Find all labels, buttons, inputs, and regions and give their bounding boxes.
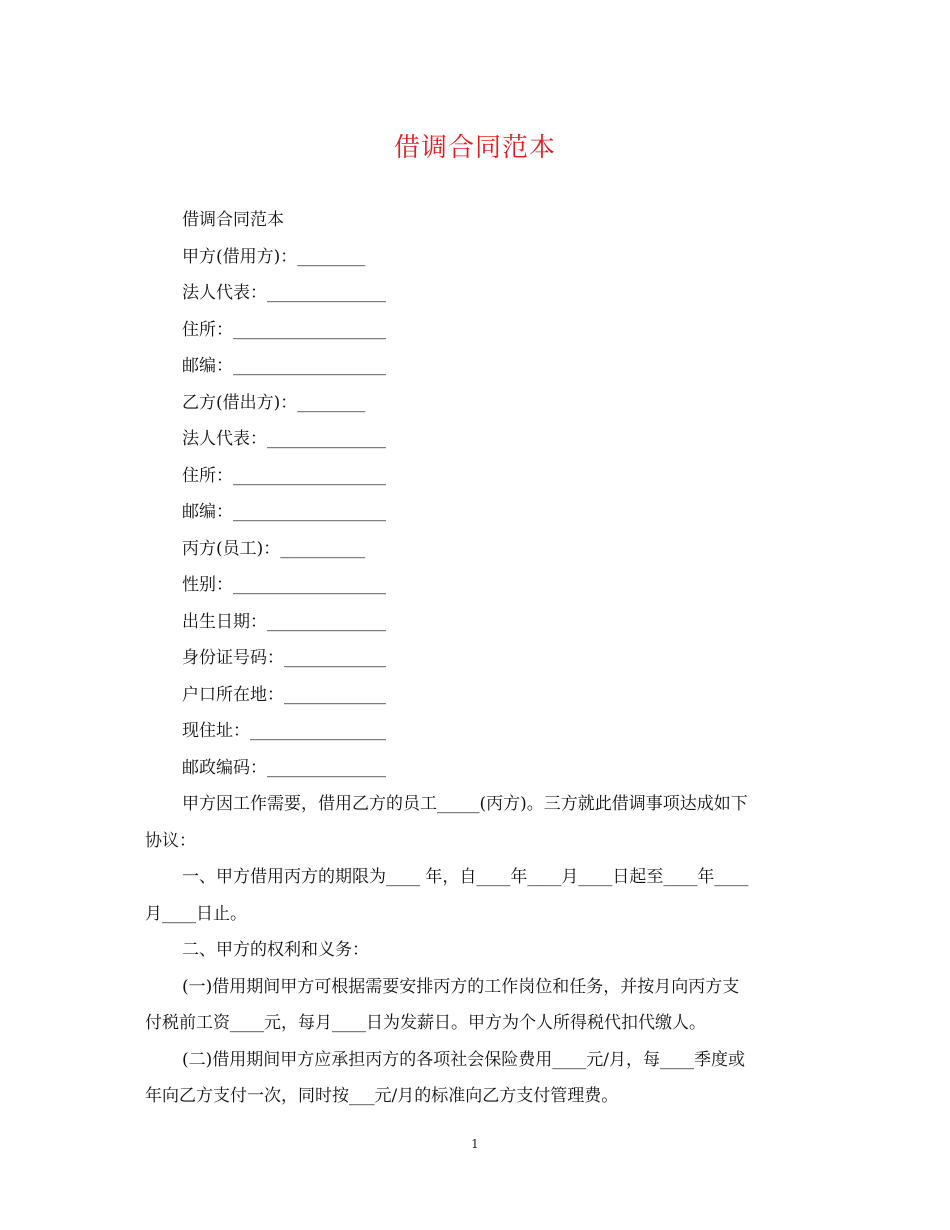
- party-b-legal-rep-field: 法人代表：______________: [182, 429, 386, 449]
- section-heading-rights-text: 二、甲方的权利和义务：: [182, 940, 369, 960]
- section-heading-rights: [145, 932, 810, 969]
- clause-1-line-1: (一)借用期间甲方可根据需要安排丙方的工作岗位和任务，并按月向丙方支: [182, 976, 740, 997]
- intro-paragraph-line-1: 甲方因工作需要，借用乙方的员工_____(丙方)。三方就此借调事项达成如下: [182, 794, 748, 814]
- party-c-field: 丙方(员工)：__________: [182, 538, 366, 559]
- page-title: 借调合同范本: [393, 133, 556, 163]
- party-a-legal-rep-field: 法人代表：______________: [182, 283, 386, 303]
- term-paragraph-line-2: 月____日止。: [145, 903, 247, 924]
- clause-2-line-2: 年向乙方支付一次，同时按___元/月的标准向乙方支付管理费。: [145, 1086, 619, 1106]
- term-paragraph-line-1: 一、甲方借用丙方的期限为____ 年，自____年____月____日起至____年____: [182, 867, 749, 887]
- gender-field: 性别：__________________: [182, 575, 386, 595]
- intro-paragraph-line-2: 协议：: [145, 830, 196, 851]
- document-body: [145, 202, 810, 1115]
- id-number-field: 身份证号码：____________: [182, 648, 386, 668]
- clause-2-paragraph: [145, 1042, 810, 1115]
- doc-subtitle: 借调合同范本: [182, 210, 284, 230]
- page-number: 1: [471, 1137, 479, 1151]
- postal-code-field: 邮政编码：______________: [182, 757, 386, 778]
- clause-1-line-2: 付税前工资____元，每月____日为发薪日。甲方为个人所得税代扣代缴人。: [145, 1013, 706, 1033]
- current-address-field: 现住址：________________: [182, 721, 386, 741]
- clause-2-line-1: (二)借用期间甲方应承担丙方的各项社会保险费用____元/月，每____季度或: [182, 1049, 745, 1070]
- party-a-postcode-field: 邮编：__________________: [182, 356, 386, 376]
- party-b-field: 乙方(借出方)：________: [182, 392, 366, 413]
- birth-date-field: 出生日期：______________: [182, 611, 386, 632]
- party-a-address-field: 住所：__________________: [182, 319, 386, 340]
- party-b-address-field: 住所：__________________: [182, 465, 386, 486]
- clause-1-paragraph: [145, 969, 810, 1042]
- term-paragraph: [145, 859, 810, 932]
- party-a-field: 甲方(借用方)：________: [182, 246, 366, 267]
- household-registration-field: 户口所在地：____________: [182, 684, 386, 705]
- intro-paragraph: [145, 786, 810, 859]
- party-b-postcode-field: 邮编：__________________: [182, 502, 386, 522]
